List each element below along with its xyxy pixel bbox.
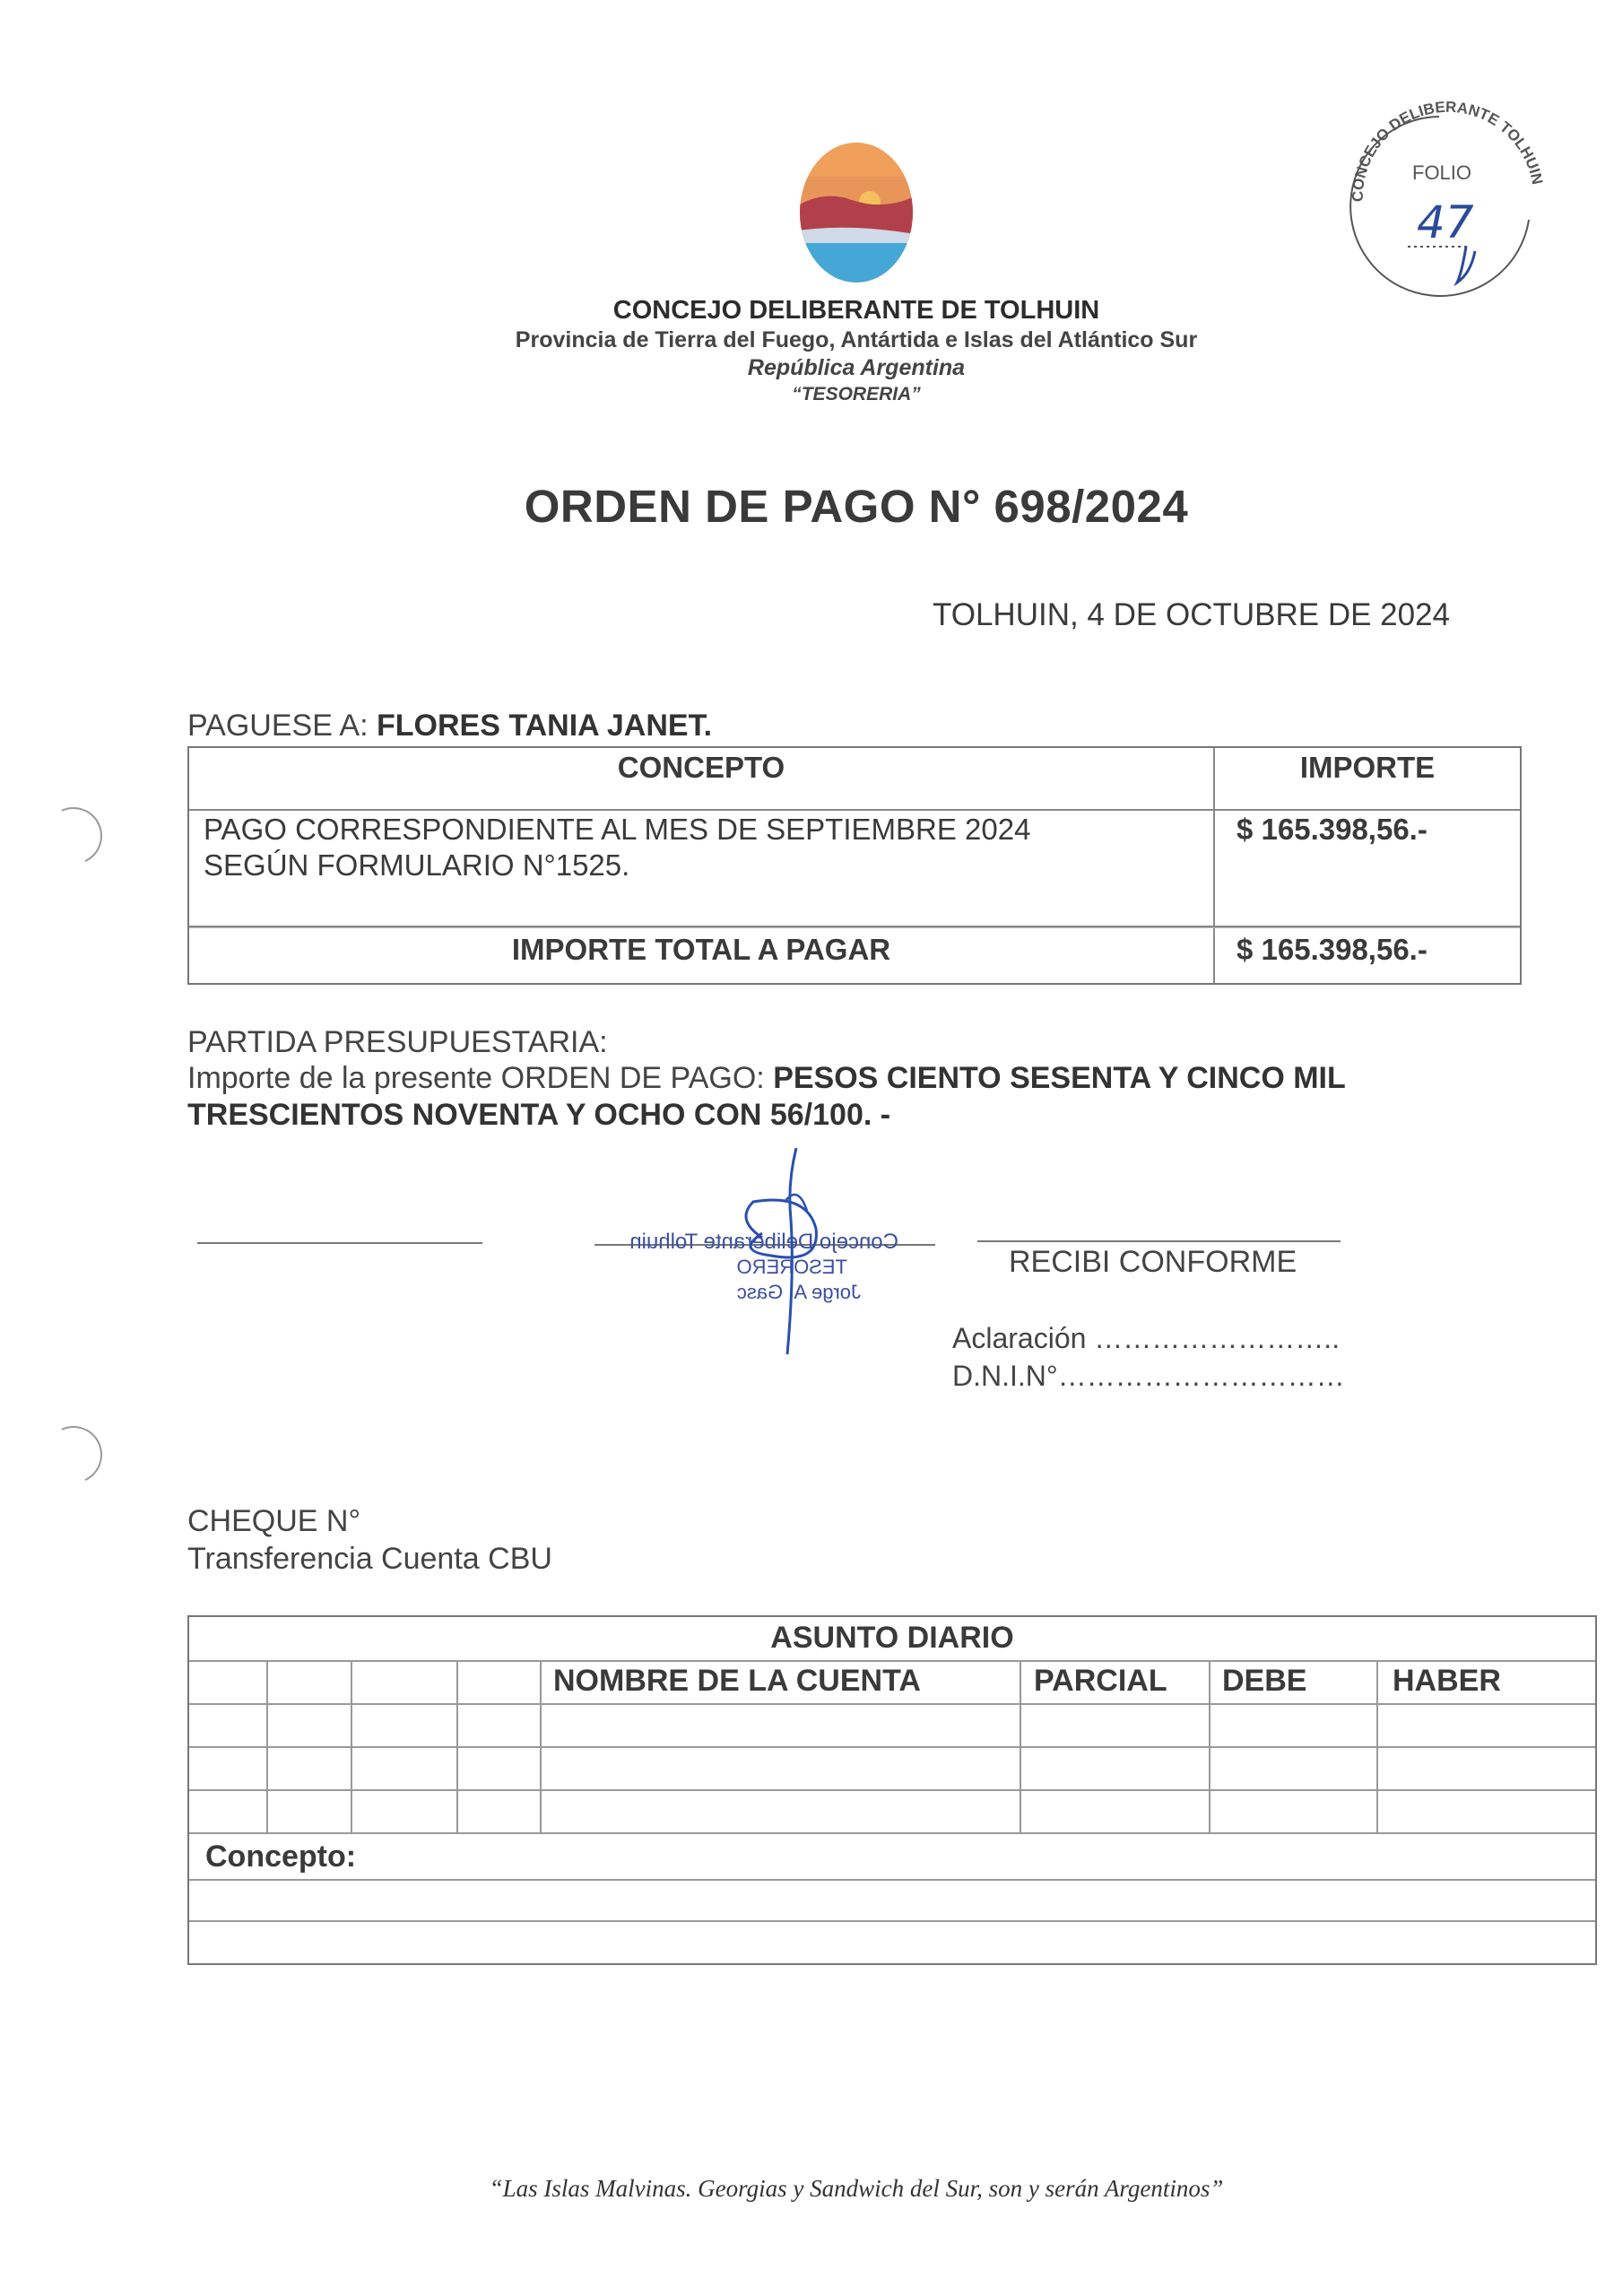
cheque-label: CHEQUE N° xyxy=(187,1504,361,1538)
seal-council-text: Concejo Deliberante Tolhuin xyxy=(629,1230,898,1254)
svg-text:CONCEJO DELIBERANTE TOLHUIN xyxy=(1349,99,1546,202)
province-line: Provincia de Tierra del Fuego, Antártida e Islas del Atlántico Sur xyxy=(515,327,1198,352)
col-haber: HABER xyxy=(1393,1664,1501,1698)
dni-field: D.N.I.N°………………………… xyxy=(952,1360,1345,1392)
folio-number: 47 xyxy=(1417,196,1474,248)
concepto-label: Concepto: xyxy=(205,1839,357,1874)
importe-in-words xyxy=(187,1060,1514,1134)
concept-amount: $ 165.398,56.- xyxy=(1237,813,1427,846)
council-logo xyxy=(798,141,915,284)
importe-words: PESOS CIENTO SESENTA Y CINCO MIL TRESCIENTOS NOVENTA Y OCHO CON 56/100. - xyxy=(187,1061,1346,1132)
col-debe: DEBE xyxy=(1222,1664,1307,1698)
payee-row xyxy=(187,709,712,744)
total-label: IMPORTE TOTAL A PAGAR xyxy=(511,933,891,966)
folio-label: FOLIO xyxy=(1412,161,1472,184)
concept-line-1: PAGO CORRESPONDIENTE AL MES DE SEPTIEMBRE 2024 xyxy=(204,813,1031,846)
seal-role-text: TESORERO xyxy=(736,1256,847,1278)
punch-hole-mark xyxy=(37,1418,110,1492)
signature-line-recibi xyxy=(977,1240,1341,1242)
recibi-conforme: RECIBI CONFORME xyxy=(1009,1245,1297,1279)
signature-line-left xyxy=(197,1242,482,1244)
payee-label: PAGUESE A: xyxy=(187,709,369,743)
payee-name: FLORES TANIA JANET. xyxy=(377,709,713,743)
asunto-diario-table xyxy=(187,1615,1597,1965)
concept-table xyxy=(187,746,1522,985)
republic-line: República Argentina xyxy=(747,355,966,380)
importe-header: IMPORTE xyxy=(1299,751,1436,784)
transfer-label: Transferencia Cuenta CBU xyxy=(187,1542,552,1576)
col-parcial: PARCIAL xyxy=(1034,1664,1167,1698)
aclaracion-field: Aclaración …………………….. xyxy=(952,1322,1341,1354)
footer-quote: “Las Islas Malvinas. Georgias y Sandwich del Sur, son y serán Argentinos” xyxy=(489,2175,1224,2202)
org-name: CONCEJO DELIBERANTE DE TOLHUIN xyxy=(612,296,1100,325)
place-date: TOLHUIN, 4 DE OCTUBRE DE 2024 xyxy=(933,597,1451,632)
concept-line-2: SEGÚN FORMULARIO N°1525. xyxy=(204,848,630,882)
col-nombre-cuenta: NOMBRE DE LA CUENTA xyxy=(553,1664,921,1698)
punch-hole-mark xyxy=(37,799,110,873)
stamp-ring-text: CONCEJO DELIBERANTE TOLHUIN xyxy=(1349,98,1547,203)
importe-prefix: Importe de la presente ORDEN DE PAGO: xyxy=(187,1061,765,1095)
diario-title: ASUNTO DIARIO xyxy=(770,1621,1014,1655)
total-amount: $ 165.398,56.- xyxy=(1237,933,1427,966)
department-line: “TESORERIA” xyxy=(792,384,921,404)
concepto-header: CONCEPTO xyxy=(617,751,785,784)
treasurer-seal-signature xyxy=(628,1148,924,1363)
seal-name-text: Jorge A. Gasc xyxy=(736,1281,861,1303)
document-title: ORDEN DE PAGO N° 698/2024 xyxy=(524,481,1189,532)
folio-stamp xyxy=(1327,94,1551,300)
partida-label: PARTIDA PRESUPUESTARIA: xyxy=(187,1025,608,1059)
